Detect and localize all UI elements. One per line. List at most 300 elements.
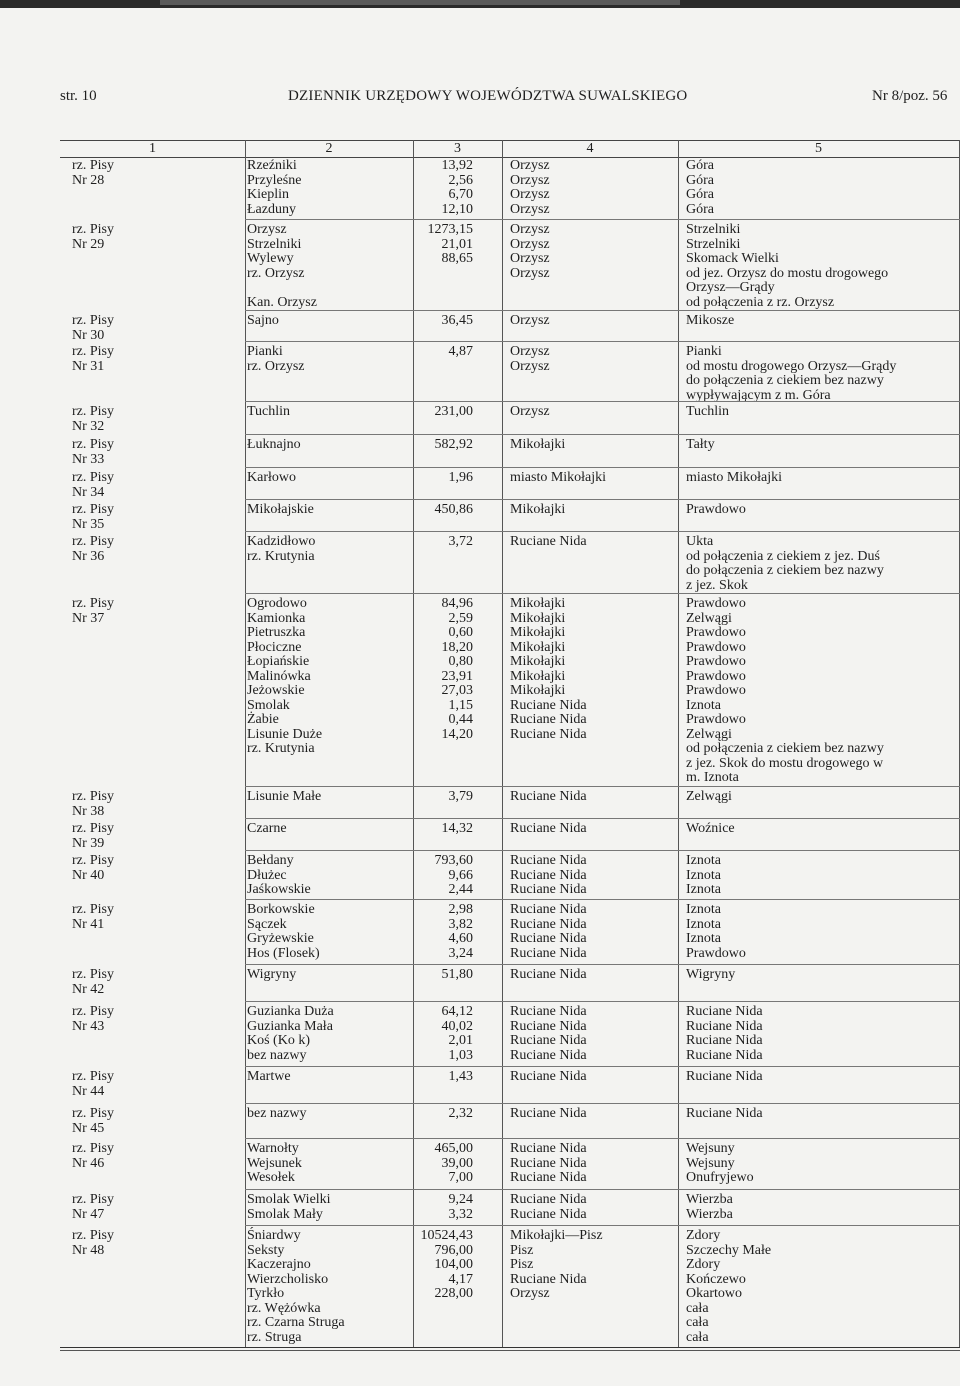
river-section-label-line: rz. Pisy	[72, 158, 114, 173]
district-name	[510, 854, 587, 898]
water-body-name-line: Strzelniki	[247, 236, 302, 252]
boundary-description	[686, 345, 956, 403]
boundary-description	[686, 1142, 956, 1186]
row-separator	[245, 531, 960, 532]
district-name-line: Ruciane Nida	[510, 1155, 587, 1171]
area-value-line: 14,20	[441, 726, 473, 742]
boundary-description	[686, 903, 956, 961]
river-section-label	[72, 503, 114, 532]
district-name-line: miasto Mikołajki	[510, 470, 607, 485]
area-value-line: 6,70	[448, 187, 473, 202]
area-value-line: 13,92	[441, 158, 473, 173]
water-body-name-line: rz. Struga	[247, 1329, 302, 1345]
boundary-description-line: do połączenia z ciekiem bez nazwy	[686, 373, 884, 388]
boundary-description	[686, 822, 956, 837]
boundary-description-line: Wierzba	[686, 1192, 733, 1207]
area-value-line: 582,92	[434, 437, 473, 452]
area-value-line: 2,56	[448, 172, 473, 188]
area-value	[415, 903, 473, 961]
row-separator	[245, 786, 960, 787]
row-separator	[245, 1189, 960, 1190]
row-separator	[245, 434, 960, 435]
river-section-label-line: rz. Pisy	[72, 344, 114, 359]
water-body-name-line: rz. Krutynia	[247, 548, 315, 564]
row-separator	[245, 593, 960, 594]
boundary-description-line: Wejsuny	[686, 1155, 735, 1171]
district-name-line: Mikołajki—Pisz	[510, 1228, 603, 1243]
river-section-label-line: Nr 30	[72, 327, 105, 343]
water-body-name-line: Kan. Orzysz	[247, 294, 317, 310]
water-body-name-line	[247, 281, 317, 296]
water-body-name	[247, 1142, 302, 1186]
river-section-label	[72, 1142, 114, 1171]
area-value-line: 84,96	[441, 596, 473, 611]
water-body-name-line: Mikołajskie	[247, 502, 314, 517]
district-name-line: Ruciane Nida	[510, 882, 587, 897]
water-body-name	[247, 535, 315, 564]
area-value-line: 3,32	[448, 1206, 473, 1222]
river-section-label-line: rz. Pisy	[72, 789, 114, 804]
boundary-description-line: Zdory	[686, 1228, 721, 1243]
column-header-5: 5	[815, 141, 822, 156]
water-body-name-line: Kamionka	[247, 610, 306, 626]
district-name	[510, 159, 550, 217]
boundary-description-line: Wierzba	[686, 1206, 733, 1222]
district-name	[510, 1005, 587, 1063]
area-value-line: 10524,43	[420, 1228, 473, 1243]
area-value-line: 14,32	[441, 821, 473, 836]
water-body-name-line: rz. Orzysz	[247, 358, 305, 374]
district-name-line: Orzysz	[510, 313, 550, 328]
water-body-name-line: Pietruszka	[247, 625, 306, 640]
district-name-line: Ruciane Nida	[510, 726, 587, 742]
water-body-name-line: Czarne	[247, 821, 287, 836]
water-body-name-line: Lisunie Małe	[247, 789, 322, 804]
area-value	[415, 471, 473, 486]
river-section-label-line: rz. Pisy	[72, 404, 114, 419]
area-value-line: 104,00	[434, 1257, 473, 1272]
boundary-description-line: od połączenia z ciekiem bez nazwy	[686, 741, 884, 756]
area-value	[415, 405, 473, 420]
water-body-name-line: Jeżowskie	[247, 683, 305, 698]
river-section-label-line: rz. Pisy	[72, 1004, 114, 1019]
water-body-name-line: Gryżewskie	[247, 931, 314, 946]
water-body-name	[247, 822, 287, 837]
district-name-line: Pisz	[510, 1257, 534, 1272]
water-body-name-line: Karłowo	[247, 470, 296, 485]
area-value-line: 450,86	[434, 502, 473, 517]
boundary-description-line: Tuchlin	[686, 404, 730, 419]
water-body-name-line: Guzianka Mała	[247, 1018, 333, 1034]
boundary-description-line: Prawdowo	[686, 712, 746, 727]
row-separator	[245, 467, 960, 468]
river-section-label-line: Nr 28	[72, 172, 105, 188]
water-body-name	[247, 223, 317, 310]
boundary-description	[686, 314, 956, 329]
row-separator	[245, 310, 960, 311]
water-body-name-line: Malinówka	[247, 668, 311, 684]
river-section-label-line: rz. Pisy	[72, 1069, 114, 1084]
boundary-description-line: cała	[686, 1329, 709, 1345]
boundary-description	[686, 438, 956, 453]
water-body-name-line: Hos (Flosek)	[247, 945, 320, 961]
area-value	[415, 1005, 473, 1063]
district-name-line: Ruciane Nida	[510, 1106, 587, 1121]
area-value-line: 1,96	[448, 470, 473, 485]
boundary-description-line: od połączenia z rz. Orzysz	[686, 294, 835, 310]
boundary-description-line: Ruciane Nida	[686, 1106, 763, 1121]
district-name	[510, 822, 587, 837]
river-section-label-line: rz. Pisy	[72, 470, 114, 485]
boundary-description-line: Góra	[686, 187, 714, 202]
boundary-description	[686, 405, 956, 420]
boundary-description-line: Zelwągi	[686, 789, 732, 804]
water-body-name	[247, 1107, 306, 1122]
river-section-label-line: rz. Pisy	[72, 596, 114, 611]
boundary-description-line: Pianki	[686, 344, 722, 359]
district-name-line: Ruciane Nida	[510, 1206, 587, 1222]
district-name-line: Mikołajki	[510, 668, 566, 684]
river-section-label	[72, 597, 114, 626]
boundary-description-line: z jez. Skok do mostu drogowego w	[686, 755, 884, 771]
district-name-line: Mikołajki	[510, 654, 566, 669]
area-value-line: 7,00	[448, 1170, 473, 1185]
district-name-line: Ruciane Nida	[510, 697, 587, 713]
river-section-label	[72, 314, 114, 343]
district-name-line: Ruciane Nida	[510, 1069, 587, 1084]
river-section-label	[72, 345, 114, 374]
area-value-line: 88,65	[441, 251, 473, 266]
row-separator	[245, 1001, 960, 1002]
district-name-line: Ruciane Nida	[510, 931, 587, 946]
water-body-name-line: Koś (Ko k)	[247, 1033, 310, 1048]
boundary-description-line: Góra	[686, 158, 714, 173]
river-section-label-line: Nr 43	[72, 1018, 105, 1034]
boundary-description-line: Ruciane Nida	[686, 1033, 763, 1048]
water-body-name-line: rz. Orzysz	[247, 265, 305, 281]
journal-title: DZIENNIK URZĘDOWY WOJEWÓDZTWA SUWALSKIEGO	[288, 88, 688, 104]
issue-reference: Nr 8/poz. 56	[872, 88, 948, 104]
boundary-description-line: Prawdowo	[686, 502, 746, 517]
water-body-name	[247, 790, 321, 805]
district-name-line: Ruciane Nida	[510, 1033, 587, 1048]
area-value-line: 1,03	[448, 1047, 473, 1063]
district-name-line: Orzysz	[510, 251, 550, 266]
area-value	[415, 854, 473, 898]
boundary-description	[686, 854, 956, 898]
boundary-description	[686, 503, 956, 518]
boundary-description-line: cała	[686, 1315, 709, 1330]
boundary-description-line: Zelwągi	[686, 610, 732, 626]
area-value-line: 1,43	[448, 1069, 473, 1084]
river-section-label-line: Nr 41	[72, 916, 105, 932]
boundary-description-line: Ruciane Nida	[686, 1018, 763, 1034]
district-name	[510, 1142, 587, 1186]
row-separator	[245, 850, 960, 851]
area-value-line: 793,60	[434, 853, 473, 868]
district-name-line: Ruciane Nida	[510, 967, 587, 982]
area-value-line: 2,44	[448, 882, 473, 897]
river-section-label-line: Nr 37	[72, 610, 105, 626]
district-name-line: Ruciane Nida	[510, 1047, 587, 1063]
river-section-label-line: rz. Pisy	[72, 502, 114, 517]
area-value-line: 2,32	[448, 1106, 473, 1121]
row-separator	[245, 1103, 960, 1104]
district-name-line: Pisz	[510, 1242, 534, 1258]
area-value	[415, 790, 473, 805]
district-name	[510, 1229, 603, 1302]
boundary-description-line: m. Iznota	[686, 770, 739, 785]
register-table	[60, 140, 960, 1350]
district-name	[510, 1107, 587, 1122]
area-value-line: 3,24	[448, 945, 473, 961]
scan-top-band-inner	[160, 0, 680, 5]
district-name-line: Orzysz	[510, 358, 550, 374]
river-section-label-line: Nr 45	[72, 1120, 105, 1136]
area-value	[415, 1107, 473, 1122]
water-body-name-line: Przyleśne	[247, 172, 302, 188]
district-name	[510, 438, 565, 453]
water-body-name-line: bez nazwy	[247, 1047, 307, 1063]
boundary-description	[686, 1229, 956, 1345]
water-body-name-line: Smolak Wielki	[247, 1192, 331, 1207]
water-body-name-line: Bełdany	[247, 853, 294, 868]
area-value-line: 231,00	[434, 404, 473, 419]
district-name-line: Ruciane Nida	[510, 789, 587, 804]
district-name-line: Ruciane Nida	[510, 867, 587, 883]
river-section-label-line: rz. Pisy	[72, 313, 114, 328]
water-body-name	[247, 854, 311, 898]
area-value-line: 4,60	[448, 931, 473, 946]
district-name-line: Mikołajki	[510, 639, 566, 655]
district-name-line: Ruciane Nida	[510, 1271, 587, 1287]
river-section-label-line: rz. Pisy	[72, 967, 114, 982]
district-name	[510, 503, 565, 518]
area-value-line: 0,80	[448, 654, 473, 669]
water-body-name-line: Wejsunek	[247, 1155, 302, 1171]
river-section-label	[72, 438, 114, 467]
water-body-name	[247, 405, 290, 420]
water-body-name-line: bez nazwy	[247, 1106, 307, 1121]
boundary-description-line: Ruciane Nida	[686, 1069, 763, 1084]
water-body-name-line: Jaśkowskie	[247, 882, 311, 897]
area-value	[415, 1229, 473, 1302]
area-value	[415, 822, 473, 837]
boundary-description	[686, 159, 956, 217]
water-body-name-line: Sączek	[247, 916, 287, 932]
water-body-name-line: Kieplin	[247, 187, 289, 202]
water-body-name	[247, 903, 320, 961]
boundary-description-line: od mostu drogowego Orzysz—Grądy	[686, 358, 897, 374]
district-name-line: Orzysz	[510, 222, 550, 237]
boundary-description-line: Zdory	[686, 1257, 721, 1272]
area-value	[415, 1142, 473, 1186]
water-body-name	[247, 1070, 291, 1085]
area-value-line: 9,66	[448, 867, 473, 883]
boundary-description-line: Prawdowo	[686, 945, 746, 961]
area-value	[415, 1193, 473, 1222]
district-name	[510, 790, 587, 805]
river-section-label-line: Nr 48	[72, 1242, 105, 1258]
page-header	[0, 88, 960, 110]
water-body-name-line: Płociczne	[247, 639, 302, 655]
area-value	[415, 159, 473, 217]
water-body-name-line: Ogrodowo	[247, 596, 307, 611]
boundary-description-line: Ruciane Nida	[686, 1004, 763, 1019]
district-name-line: Mikołajki	[510, 683, 566, 698]
district-name-line: Mikołajki	[510, 625, 566, 640]
boundary-description-line: Iznota	[686, 853, 721, 868]
water-body-name-line: Warnołty	[247, 1141, 299, 1156]
boundary-description	[686, 471, 956, 486]
river-section-label-line: Nr 31	[72, 358, 105, 374]
column-header-2: 2	[325, 141, 333, 156]
area-value	[415, 314, 473, 329]
river-section-label	[72, 822, 114, 851]
area-value-line: 21,01	[441, 236, 473, 252]
water-body-name-line: Łuknajno	[247, 437, 301, 452]
column-header-1: 1	[149, 141, 156, 156]
page-number: str. 10	[60, 88, 97, 104]
district-name-line: Mikołajki	[510, 437, 566, 452]
river-section-label-line: Nr 35	[72, 516, 105, 532]
column-header-3: 3	[454, 141, 461, 156]
water-body-name-line: Śniardwy	[247, 1228, 301, 1243]
water-body-name-line: Sajno	[247, 313, 279, 328]
river-section-label-line: rz. Pisy	[72, 222, 114, 237]
river-section-label-line: rz. Pisy	[72, 902, 114, 917]
water-body-name-line: Guzianka Duża	[247, 1004, 334, 1019]
district-name-line: Orzysz	[510, 236, 550, 252]
water-body-name-line: Tuchlin	[247, 404, 291, 419]
water-body-name-line: Tyrkło	[247, 1286, 285, 1301]
water-body-name-line: Orzysz	[247, 222, 287, 237]
water-body-name	[247, 438, 301, 453]
column-divider-3	[502, 140, 503, 1348]
row-separator	[245, 341, 960, 342]
area-value-line: 796,00	[434, 1242, 473, 1258]
boundary-description	[686, 1193, 956, 1222]
water-body-name-line: rz. Krutynia	[247, 741, 315, 756]
water-body-name-line: Smolak	[247, 697, 290, 713]
boundary-description	[686, 1107, 956, 1122]
district-name-line: Orzysz	[510, 265, 550, 281]
boundary-description-line: Prawdowo	[686, 625, 746, 640]
boundary-description-line: Wejsuny	[686, 1141, 735, 1156]
area-value-line: 27,03	[441, 683, 473, 698]
river-section-label-line: rz. Pisy	[72, 1192, 114, 1207]
boundary-description-line: wypływającym z m. Góra	[686, 387, 831, 403]
district-name-line: Orzysz	[510, 158, 550, 173]
area-value-line: 23,91	[441, 668, 473, 684]
district-name	[510, 223, 550, 281]
boundary-description-line: Ruciane Nida	[686, 1047, 763, 1063]
boundary-description	[686, 1005, 956, 1063]
river-section-label	[72, 1107, 114, 1136]
river-section-label	[72, 223, 114, 252]
area-value-line: 39,00	[441, 1155, 473, 1171]
river-section-label	[72, 854, 114, 883]
water-body-name-line: Wigryny	[247, 967, 297, 982]
boundary-description	[686, 535, 956, 593]
boundary-description-line: Strzelniki	[686, 236, 741, 252]
area-value-line: 0,44	[448, 712, 473, 727]
boundary-description-line: Iznota	[686, 931, 721, 946]
area-value	[415, 597, 473, 742]
river-section-label-line: Nr 29	[72, 236, 105, 252]
water-body-name	[247, 1005, 334, 1063]
area-value	[415, 1070, 473, 1085]
boundary-description	[686, 597, 956, 786]
water-body-name	[247, 1193, 331, 1222]
district-name-line: Mikołajki	[510, 596, 566, 611]
area-value-line: 9,24	[448, 1192, 473, 1207]
water-body-name-line: rz. Czarna Struga	[247, 1315, 345, 1330]
river-section-label	[72, 1229, 114, 1258]
boundary-description-line: Iznota	[686, 902, 721, 917]
river-section-label-line: rz. Pisy	[72, 821, 114, 836]
table-bottom-rule-2	[60, 1350, 960, 1351]
area-value	[415, 535, 473, 550]
water-body-name-line: Dłużec	[247, 867, 287, 883]
area-value-line: 2,01	[448, 1033, 473, 1048]
water-body-name-line: Pianki	[247, 344, 283, 359]
river-section-label-line: Nr 42	[72, 981, 105, 997]
river-section-label	[72, 1005, 114, 1034]
boundary-description-line: Wigryny	[686, 967, 736, 982]
area-value-line: 2,59	[448, 610, 473, 626]
boundary-description-line: Góra	[686, 172, 714, 188]
boundary-description-line: Strzelniki	[686, 222, 741, 237]
river-section-label-line: Nr 46	[72, 1155, 105, 1171]
area-value-line: 36,45	[441, 313, 473, 328]
area-value-line: 2,98	[448, 902, 473, 917]
district-name	[510, 968, 587, 983]
river-section-label	[72, 535, 114, 564]
district-name-line: Ruciane Nida	[510, 534, 587, 549]
water-body-name-line: Martwe	[247, 1069, 291, 1084]
district-name	[510, 405, 550, 420]
boundary-description-line: Iznota	[686, 697, 721, 713]
boundary-description-line: Kończewo	[686, 1271, 746, 1287]
boundary-description-line: Prawdowo	[686, 654, 746, 669]
water-body-name-line: Łopiańskie	[247, 654, 310, 669]
district-name-line: Ruciane Nida	[510, 1170, 587, 1185]
boundary-description-line: Iznota	[686, 882, 721, 897]
water-body-name	[247, 503, 314, 518]
boundary-description-line: do połączenia z ciekiem bez nazwy	[686, 563, 884, 578]
column-divider-2	[413, 140, 414, 1348]
district-name-line: Ruciane Nida	[510, 1141, 587, 1156]
water-body-name	[247, 968, 296, 983]
river-section-label	[72, 1193, 114, 1222]
district-name-line: Ruciane Nida	[510, 945, 587, 961]
column-divider-1	[245, 140, 246, 1348]
water-body-name-line: Łazduny	[247, 201, 296, 217]
river-section-label-line: Nr 40	[72, 867, 105, 883]
district-name-line: Ruciane Nida	[510, 712, 587, 727]
river-section-label	[72, 471, 114, 500]
water-body-name	[247, 597, 322, 757]
boundary-description-line: Prawdowo	[686, 668, 746, 684]
water-body-name-line: rz. Wężówka	[247, 1300, 321, 1316]
district-name	[510, 1193, 587, 1222]
row-separator	[245, 964, 960, 965]
river-section-label-line: rz. Pisy	[72, 534, 114, 549]
area-value-line: 3,79	[448, 789, 473, 804]
water-body-name-line: Wylewy	[247, 251, 294, 266]
river-section-label-line: Nr 47	[72, 1206, 105, 1222]
